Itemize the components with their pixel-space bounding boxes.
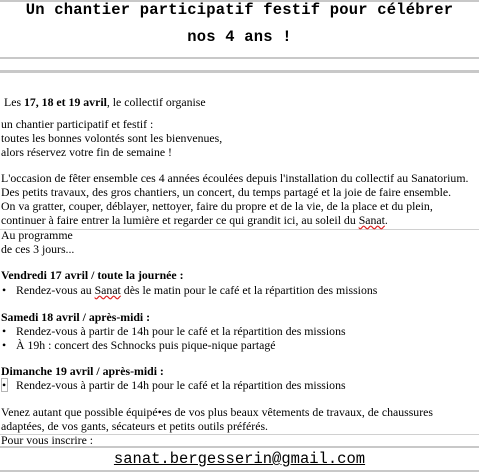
- contact-email[interactable]: [0, 450, 479, 468]
- list-item: [1, 284, 377, 298]
- intro-prefix: Les: [4, 95, 24, 109]
- list-item-text: Rendez-vous à partir de 14h pour le café et la répartition des missions: [16, 324, 346, 338]
- spellcheck-word: Sanat: [94, 283, 121, 297]
- intro-line: [4, 96, 206, 110]
- day-heading: Vendredi 17 avril / toute la journée :: [1, 268, 184, 282]
- email-link[interactable]: sanat.bergesserin@gmail.com: [113, 450, 366, 468]
- closing-line: Venez autant que possible équipé•es de vos plus beaux vêtements de travaux, de chaussures: [1, 405, 433, 419]
- list-item: [1, 325, 346, 339]
- text-line: toutes les bonnes volontés sont les bienvenues,: [1, 131, 223, 145]
- list-item: [1, 379, 346, 393]
- text-line: un chantier participatif et festif :: [1, 117, 154, 131]
- rule-title-bottom: [0, 57, 479, 59]
- day-heading: Dimanche 19 avril / après-midi :: [1, 364, 164, 378]
- list-item: [1, 339, 275, 353]
- program-heading: Au programme: [1, 228, 73, 242]
- paragraph-text: .: [384, 213, 388, 227]
- list-item-text: dès le matin pour le café et la répartition des missions: [120, 283, 378, 297]
- closing-line: adaptées, de vos gants, sécateurs et petits outils préférés.: [1, 419, 268, 433]
- paragraph-line: On va gratter, couper, déblayer, nettoyer, faire du propre et de la vie, de la place et du plein,: [1, 199, 433, 213]
- bullet-icon: •: [2, 338, 7, 352]
- list-item-text: À 19h : concert des Schnocks puis pique-nique partagé: [16, 338, 276, 352]
- spellcheck-word: Sanat: [358, 213, 385, 227]
- bullet-icon: •: [2, 324, 7, 338]
- intro-dates: 17, 18 et 19 avril: [23, 95, 107, 109]
- bullet-icon: •: [2, 283, 7, 297]
- list-item-text: Rendez-vous à partir de 14h pour le café et la répartition des missions: [16, 378, 346, 392]
- intro-suffix: , le collectif organise: [106, 95, 206, 109]
- paragraph-line: L'occasion de fêter ensemble ces 4 années écoulées depuis l'installation du collectif au Sanatorium.: [1, 171, 469, 185]
- paragraph-line: Des petits travaux, des gros chantiers, un concert, du temps partagé et la joie de faire ensemble.: [1, 185, 452, 199]
- list-item-text: Rendez-vous au: [16, 283, 95, 297]
- text-line: alors réservez votre fin de semaine !: [1, 145, 172, 159]
- title-line-1: Un chantier participatif festif pour célébrer: [25, 1, 454, 19]
- paragraph-text: continuer à faire entrer la lumière et regarder ce qui grandit ici, au soleil du: [1, 213, 359, 227]
- contact-label: Pour vous inscrire :: [1, 433, 94, 447]
- rule-email-bottom: [0, 470, 479, 472]
- paragraph-line: [1, 214, 388, 228]
- rule-separator: [0, 70, 479, 73]
- program-subheading: de ces 3 jours...: [1, 242, 75, 256]
- title-line-2: nos 4 ans !: [187, 28, 292, 46]
- day-heading: Samedi 18 avril / après-midi :: [1, 310, 151, 324]
- bullet-icon: •: [2, 378, 7, 392]
